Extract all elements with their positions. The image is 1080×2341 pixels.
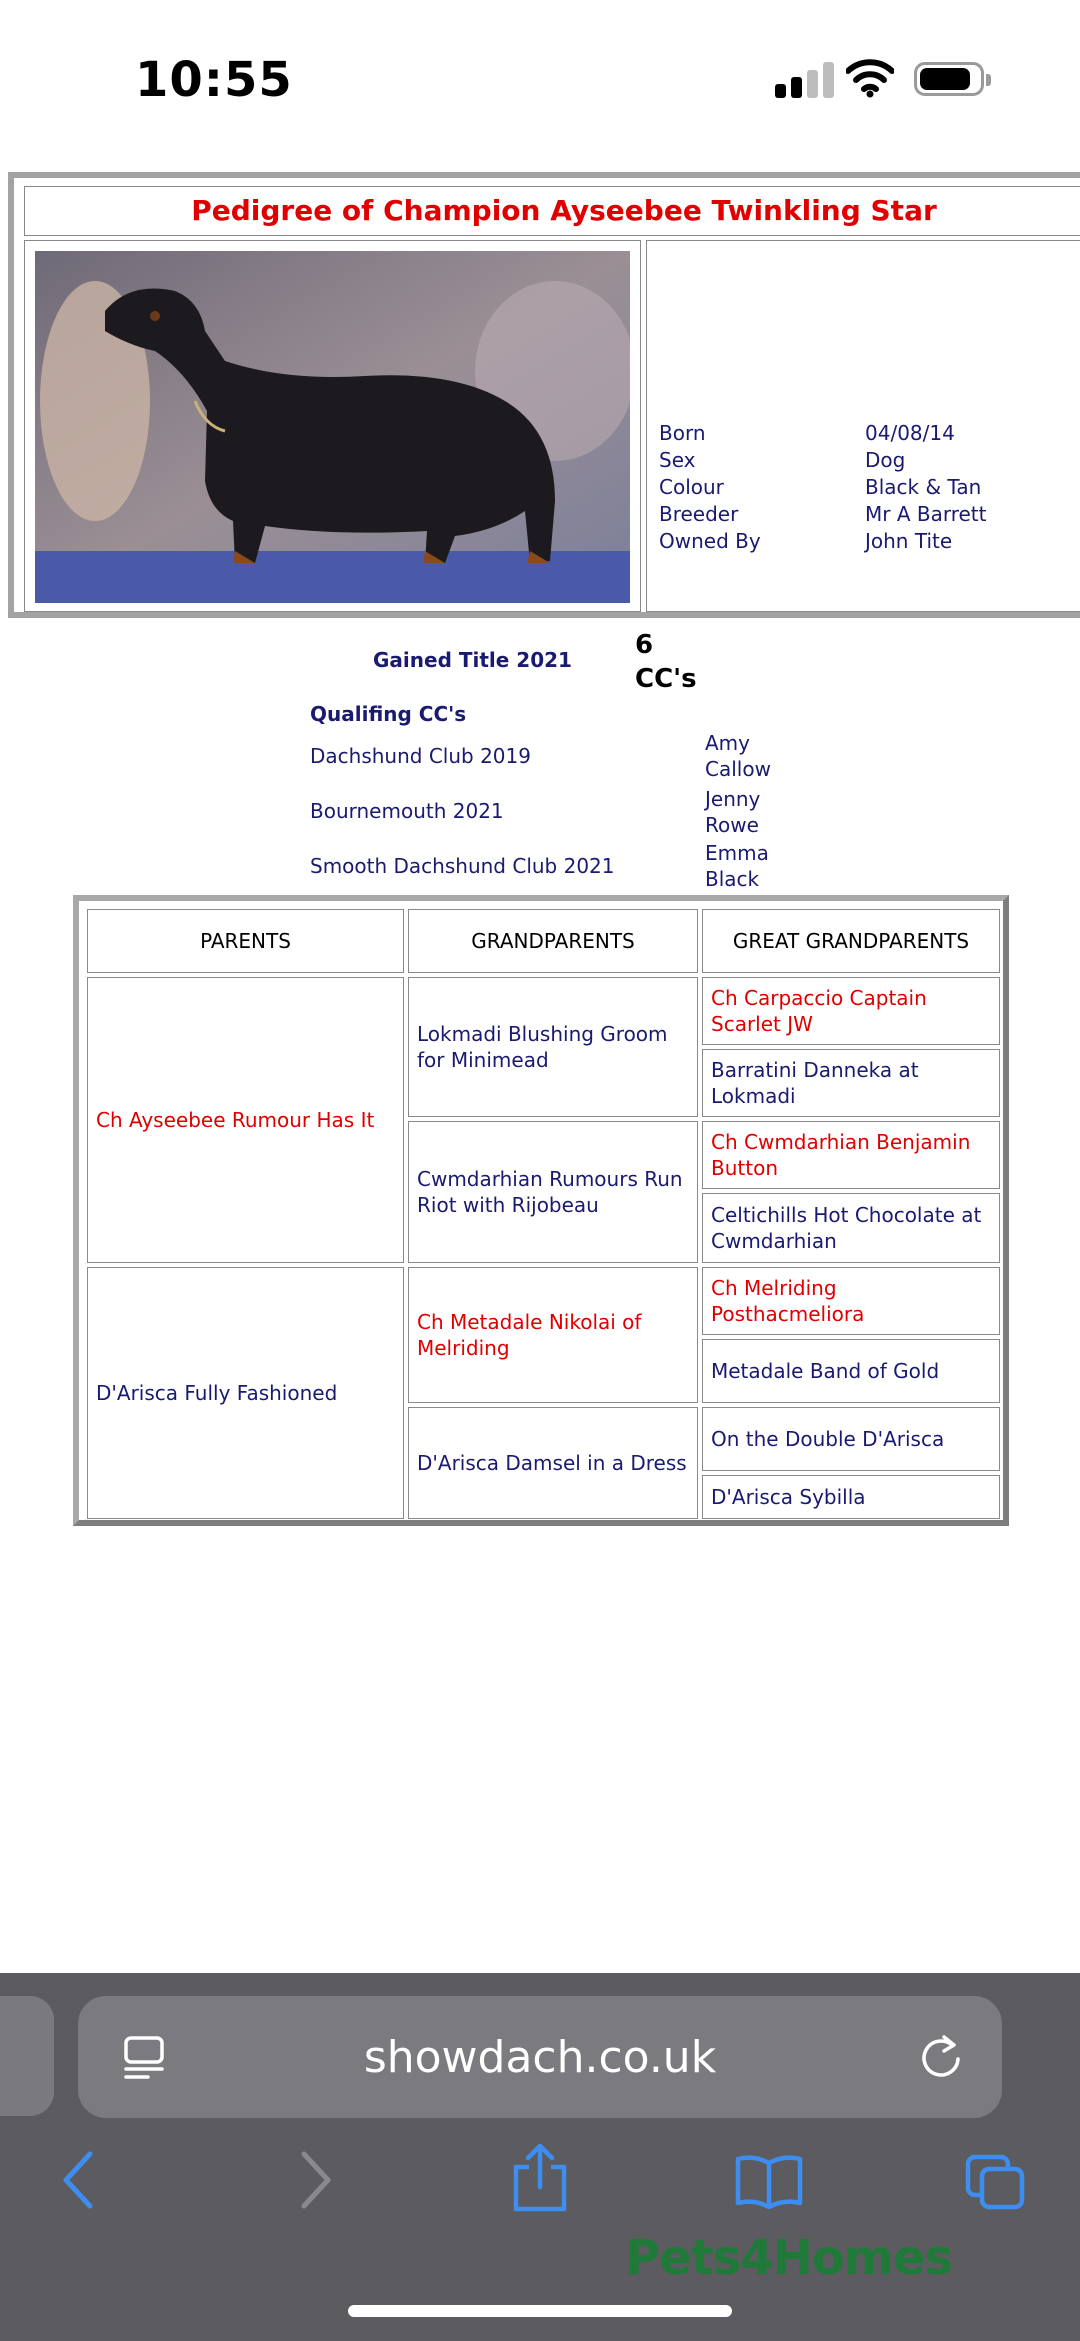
dog-photo: [35, 251, 630, 603]
photo-cell: [24, 240, 641, 612]
grandparent[interactable]: Ch Metadale Nikolai of Melriding: [408, 1267, 698, 1403]
great-grandparent[interactable]: Ch Cwmdarhian Benjamin Button: [702, 1121, 1000, 1189]
great-grandparent[interactable]: D'Arisca Sybilla: [702, 1475, 1000, 1519]
header-great-grandparents: GREAT GRANDPARENTS: [702, 909, 1000, 973]
great-grandparent[interactable]: Ch Carpaccio Captain Scarlet JW: [702, 977, 1000, 1045]
gained-title: Gained Title 2021: [373, 648, 572, 672]
great-grandparent[interactable]: Ch Melriding Posthacmeliora: [702, 1267, 1000, 1335]
qualifying-judge: Amy Callow: [705, 731, 771, 781]
detail-label: Sex: [659, 448, 696, 472]
back-icon[interactable]: [58, 2148, 102, 2212]
grandparent[interactable]: D'Arisca Damsel in a Dress: [408, 1407, 698, 1519]
parent-dam[interactable]: D'Arisca Fully Fashioned: [87, 1267, 404, 1519]
great-grandparent[interactable]: Celtichills Hot Chocolate at Cwmdarhian: [702, 1193, 1000, 1263]
header-parents: PARENTS: [87, 909, 404, 973]
detail-label: Breeder: [659, 502, 739, 526]
parent-sire[interactable]: Ch Ayseebee Rumour Has It: [87, 977, 404, 1263]
dog-details-cell: [646, 240, 1080, 612]
url-text[interactable]: showdach.co.uk: [363, 2032, 717, 2083]
title-cell: [24, 186, 1080, 236]
battery-icon: [914, 62, 984, 96]
cc-count: 6 CC's: [635, 630, 697, 694]
qualifying-heading: Qualifing CC's: [310, 702, 467, 726]
great-grandparent[interactable]: Metadale Band of Gold: [702, 1339, 1000, 1403]
share-icon[interactable]: [510, 2141, 570, 2213]
qualifying-show: Bournemouth 2021: [310, 799, 504, 823]
qualifying-judge: Emma Black: [705, 841, 769, 891]
detail-value: Black & Tan: [865, 475, 982, 499]
detail-label: Colour: [659, 475, 724, 499]
detail-value: John Tite: [865, 529, 953, 553]
grandparent[interactable]: Cwmdarhian Rumours Run Riot with Rijobeau: [408, 1121, 698, 1263]
great-grandparent[interactable]: Barratini Danneka at Lokmadi: [702, 1049, 1000, 1117]
page-title: Pedigree of Champion Ayseebee Twinkling Star: [191, 194, 937, 227]
address-bar[interactable]: [78, 1996, 1002, 2118]
qualifying-show: Dachshund Club 2019: [310, 744, 531, 768]
status-bar: [0, 0, 1080, 160]
detail-value: Dog: [865, 448, 906, 472]
reload-icon[interactable]: [918, 2033, 964, 2081]
bookmarks-icon[interactable]: [734, 2153, 804, 2209]
pedigree-header-table: [8, 172, 1080, 618]
great-grandparent[interactable]: On the Double D'Arisca: [702, 1407, 1000, 1471]
pedigree-tree-table: [73, 895, 1009, 1526]
pets4homes-watermark: Pets4Homes: [625, 2230, 952, 2286]
detail-value: 04/08/14: [865, 421, 955, 445]
forward-icon[interactable]: [292, 2148, 336, 2212]
qualifying-show: Smooth Dachshund Club 2021: [310, 854, 615, 878]
tabs-icon[interactable]: [964, 2153, 1028, 2213]
header-grandparents: GRANDPARENTS: [408, 909, 698, 973]
previous-tab-preview[interactable]: [0, 1996, 54, 2116]
qualifying-judge: Jenny Rowe: [705, 787, 761, 837]
detail-label: Owned By: [659, 529, 761, 553]
grandparent[interactable]: Lokmadi Blushing Groom for Minimead: [408, 977, 698, 1117]
cellular-signal-icon: [775, 62, 835, 98]
home-indicator[interactable]: [348, 2305, 732, 2317]
detail-label: Born: [659, 421, 706, 445]
status-time: 10:55: [135, 52, 293, 108]
detail-value: Mr A Barrett: [865, 502, 987, 526]
wifi-icon: [846, 58, 894, 98]
